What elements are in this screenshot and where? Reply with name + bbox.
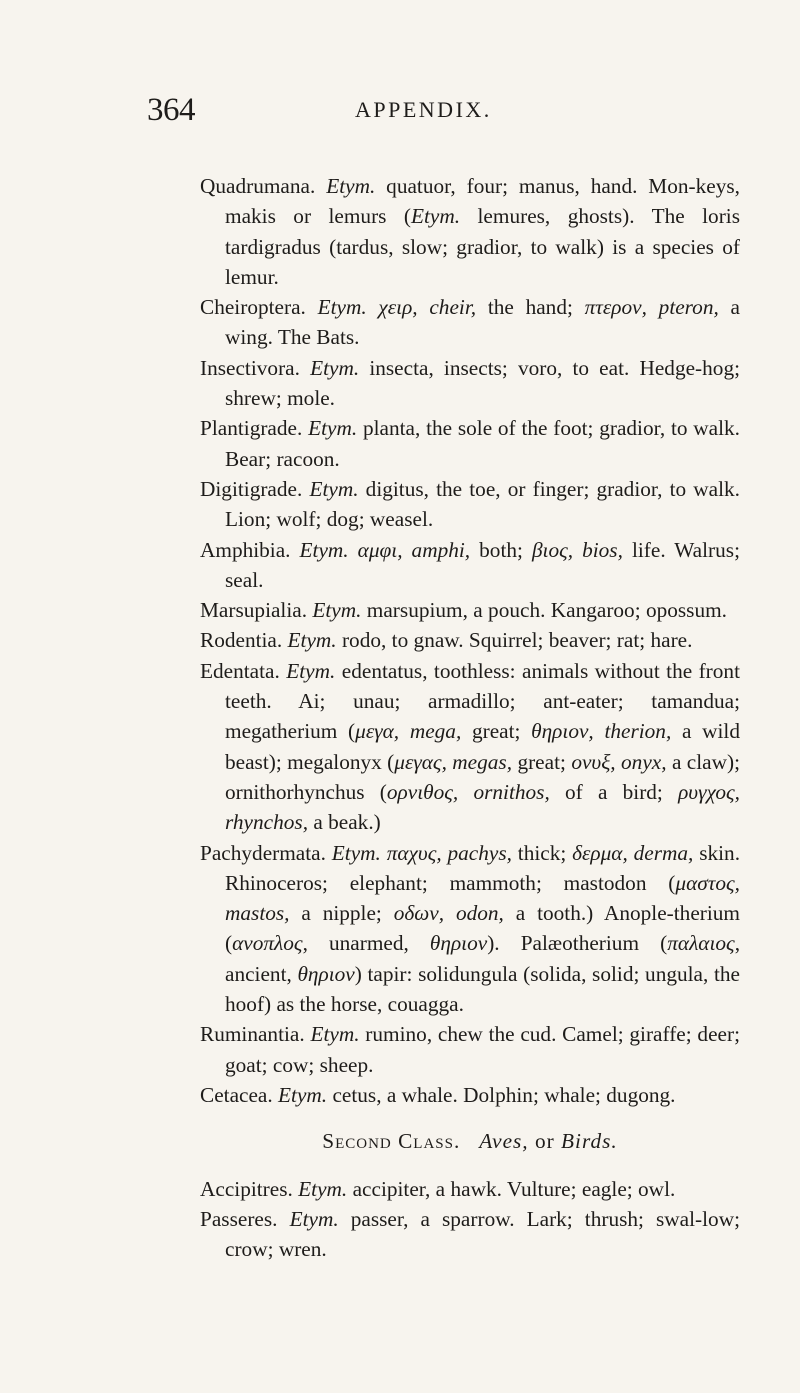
- section-latin-name: Aves,: [479, 1129, 529, 1154]
- glossary-entry: [200, 625, 740, 655]
- entry-text-italic: ρυγχος, rhynchos,: [225, 779, 741, 835]
- entry-text: Accipitres.: [200, 1176, 299, 1201]
- page-header: [0, 92, 800, 132]
- entry-text-italic: παχυς, pachys,: [386, 840, 512, 865]
- glossary-entry: [200, 292, 740, 353]
- entry-text: Cheiroptera.: [200, 295, 318, 320]
- entry-text-italic: Etym.: [326, 174, 376, 198]
- entry-text: Pachydermata.: [200, 840, 332, 865]
- entry-text-italic: Etym.: [310, 1022, 360, 1047]
- entry-text: thick;: [511, 840, 573, 865]
- glossary-entry: [200, 1174, 740, 1204]
- entry-text: quatuor, four; manus, hand. Mon-keys, makis or lemurs (: [225, 174, 740, 229]
- entry-text-italic: Etym.: [310, 355, 360, 380]
- entry-text-italic: ορνιθος, ornithos,: [386, 779, 550, 804]
- entry-text-italic: Etym.: [278, 1082, 328, 1107]
- entry-text: lemures, ghosts). The loris tardigradus (tardus, slow; gradior, to walk) is a species of lemur.: [225, 204, 741, 289]
- entry-text-italic: Etym.: [331, 840, 381, 865]
- entry-text-italic: πτερον, pteron,: [584, 295, 719, 320]
- entry-text: accipiter, a hawk. Vulture; eagle; owl.: [347, 1176, 676, 1201]
- entry-text: great;: [461, 719, 532, 744]
- glossary-entry: [200, 353, 740, 414]
- entry-text-italic: μαστος, mastos,: [225, 870, 740, 926]
- entry-text: Cetacea.: [200, 1082, 279, 1107]
- entry-text: rodo, to gnaw. Squirrel; beaver; rat; hare.: [336, 628, 693, 653]
- entry-text: digitus, the toe, or finger; gradior, to walk. Lion; wolf; dog; weasel.: [225, 476, 741, 532]
- glossary-entry: [200, 413, 740, 474]
- entry-text: a nipple;: [289, 901, 394, 926]
- entry-text-italic: χειρ, cheir,: [378, 295, 477, 320]
- entry-text-italic: ανοπλος: [232, 931, 303, 956]
- entry-text: [349, 538, 358, 562]
- section-english-name: Birds.: [561, 1129, 618, 1154]
- entry-text-italic: βιος, bios,: [531, 537, 623, 562]
- entry-text: rumino, chew the cud. Camel; giraffe; deer; goat; cow; sheep.: [225, 1022, 740, 1077]
- entry-text: a tooth.) Anople-therium (: [225, 901, 740, 956]
- entry-text-italic: Etym.: [308, 416, 358, 441]
- section-label: Second Class.: [322, 1129, 461, 1154]
- entry-text: edentatus, toothless: animals without the front teeth. Ai; unau; armadillo; ant-eater; tamandua; megatherium (: [225, 658, 740, 744]
- entry-text: a claw); ornithorhynchus (: [225, 749, 741, 804]
- glossary-entry: [200, 838, 740, 1020]
- entry-text-italic: Etym.: [309, 476, 359, 501]
- glossary-entry: [200, 595, 740, 625]
- mammal-entries: [200, 171, 740, 1110]
- entry-text: Passeres.: [200, 1206, 290, 1231]
- page-number: 364: [147, 92, 195, 128]
- entry-text: , ancient,: [225, 931, 741, 986]
- entry-text: planta, the sole of the foot; gradior, to walk. Bear; racoon.: [225, 416, 741, 471]
- entry-text: Plantigrade.: [200, 416, 309, 441]
- glossary-entry: [200, 474, 740, 535]
- glossary-entry: [200, 1080, 740, 1110]
- entry-text: Digitigrade.: [200, 476, 310, 501]
- entry-text-italic: δερμα, derma,: [572, 840, 694, 865]
- entry-text-italic: ονυξ, onyx,: [571, 749, 667, 774]
- entry-text: cetus, a whale. Dolphin; whale; dugong.: [327, 1082, 676, 1107]
- entry-text: marsupium, a pouch. Kangaroo; opossum.: [361, 598, 728, 623]
- entry-text-italic: Etym.: [317, 295, 367, 320]
- section-heading: [200, 1126, 740, 1156]
- entry-text-italic: Etym.: [312, 598, 362, 623]
- entry-text-italic: θηριον, therion,: [531, 719, 672, 744]
- entry-text: the hand;: [476, 295, 585, 320]
- entry-text: ). Palæotherium (: [487, 931, 668, 956]
- entry-text: [367, 295, 379, 319]
- entry-text: a beak.): [308, 810, 381, 835]
- entry-text: Edentata.: [200, 658, 287, 683]
- entry-text-italic: θηριον: [429, 931, 488, 956]
- entry-text-italic: θηριον: [297, 961, 355, 986]
- glossary-entry: [200, 535, 740, 596]
- entry-text: Rodentia.: [200, 628, 288, 653]
- entry-text: passer, a sparrow. Lark; thrush; swal-low; crow; wren.: [225, 1206, 741, 1262]
- entry-text: Ruminantia.: [200, 1022, 311, 1047]
- entry-text: Marsupialia.: [200, 598, 313, 623]
- running-head: APPENDIX.: [355, 97, 492, 122]
- entry-text-italic: Etym.: [298, 1176, 348, 1201]
- entry-text-italic: Etym.: [287, 628, 337, 653]
- section-conjunction: or: [534, 1129, 555, 1154]
- entry-text-italic: Etym.: [299, 537, 349, 562]
- entry-text-italic: αμφι, amphi,: [357, 537, 471, 562]
- entry-text: Insectivora.: [200, 355, 311, 380]
- glossary-entry: [200, 1204, 740, 1265]
- entry-text-italic: οδων, odon,: [393, 901, 504, 926]
- entry-text: Amphibia.: [200, 537, 300, 562]
- entry-text: of a bird;: [549, 779, 679, 804]
- entry-text-italic: παλαιος: [667, 931, 735, 956]
- entry-text: great;: [512, 749, 572, 774]
- entry-text: Quadrumana.: [200, 174, 327, 198]
- entry-text: a wing. The Bats.: [225, 295, 740, 350]
- entry-text: life. Walrus; seal.: [225, 537, 740, 592]
- body-text: [200, 171, 740, 1264]
- entry-text-italic: Etym.: [289, 1206, 339, 1231]
- entry-text: ) tapir: solidungula (solida, solid; ungula, the hoof) as the horse, couagga.: [225, 961, 740, 1017]
- entry-text: skin. Rhinoceros; elephant; mammoth; mastodon (: [225, 840, 741, 895]
- glossary-entry: [200, 171, 740, 292]
- entry-text-italic: μεγας, megas,: [394, 749, 513, 774]
- entry-text-italic: Etym.: [410, 204, 461, 229]
- glossary-entry: [200, 656, 740, 838]
- entry-text: a wild beast); megalonyx (: [225, 719, 740, 774]
- entry-text-italic: Etym.: [286, 658, 336, 683]
- entry-text-italic: μεγα, mega,: [355, 719, 462, 744]
- bird-entries: [200, 1174, 740, 1265]
- entry-text: , unarmed,: [302, 931, 430, 956]
- entry-text: both;: [470, 537, 532, 562]
- glossary-entry: [200, 1019, 740, 1080]
- entry-text: insecta, insects; voro, to eat. Hedge-hog; shrew; mole.: [225, 355, 741, 411]
